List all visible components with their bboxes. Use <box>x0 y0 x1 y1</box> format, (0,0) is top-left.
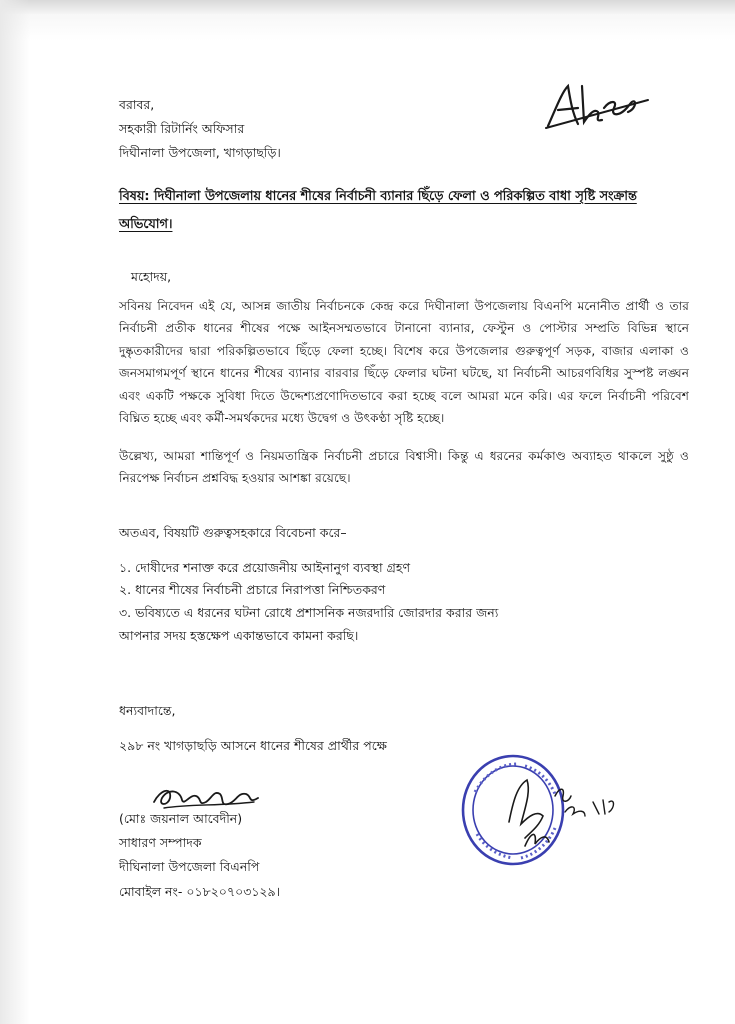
request-item-2: ২. ধানের শীষের নির্বাচনী প্রচারে নিরাপত্তা নিশ্চিতকরণ <box>119 582 386 597</box>
closing-thanks: ধন্যবাদান্তে, <box>119 703 176 718</box>
office-seal-stamp <box>455 752 635 872</box>
request-intro: অতএব, বিষয়টি গুরুত্বসহকারে বিবেচনা করে– <box>119 525 347 540</box>
request-item-1: ১. দোষীদের শনাক্ত করে প্রয়োজনীয় আইনানুগ ব্যবস্থা গ্রহণ <box>119 560 411 575</box>
signer-signature <box>150 776 262 816</box>
page-left-shadow <box>0 0 30 1024</box>
letter-subject: বিষয়: দিঘীনালা উপজেলায় ধানের শীষের নির্বাচনী ব্যানার ছিঁড়ে ফেলা ও পরিকল্পিত বাধা সৃষ্টি সংক্রান্ত অভিযোগ। <box>119 189 637 232</box>
signer-organization: দীঘিনালা উপজেলা বিএনপি <box>119 859 260 874</box>
request-closing-line: আপনার সদয় হস্তক্ষেপ একান্তভাবে কামনা করছি। <box>119 628 359 643</box>
recipient-to: বরাবর, <box>119 97 155 112</box>
signer-name: (মোঃ জয়নাল আবেদীন) <box>119 811 243 826</box>
received-initial-signature <box>538 78 658 136</box>
request-item-3: ৩. ভবিষ্যতে এ ধরনের ঘটনা রোধে প্রশাসনিক নজরদারি জোরদার করার জন্য <box>119 605 499 620</box>
recipient-office: দিঘীনালা উপজেলা, খাগড়াছড়ি। <box>119 145 281 160</box>
signer-title: সাধারণ সম্পাদক <box>119 835 202 850</box>
recipient-designation: সহকারী রিটার্নিং অফিসার <box>119 121 245 136</box>
signer-mobile: মোবাইল নং- ০১৮২০৭০৩১২৯। <box>119 884 281 899</box>
greeting: মহোদয়, <box>131 269 172 284</box>
body-paragraph-1: সবিনয় নিবেদন এই যে, আসন্ন জাতীয় নির্বাচনকে কেন্দ্র করে দিঘীনালা উপজেলায় বিএনপি মনোনীত প্রার্থী ও তার নির্বাচনী প্রতীক ধানের শীষের পক্ষে আইনসম্মতভাবে টানানো ব্যানার, ফেস্টুন ও পোস্টার সম্প্রতি বিভিন্ন স্থানে দুষ্কৃতকারীদের দ্বারা পরিকল্পিতভাবে ছিঁড়ে ফেলা হচ্ছে। বিশেষ করে উপজেলার গুরুত্বপূর্ণ সড়ক, বাজার এলাকা ও জনসমাগমপূর্ণ স্থানে ধানের শীষের ব্যানার বারবার ছিঁড়ে ফেলার ঘটনা ঘটছে, যা নির্বাচনী আচরণবিধির সুস্পষ্ট লঙ্ঘন এবং একটি পক্ষকে সুবিধা দিতে উদ্দেশ্যপ্রণোদিতভাবে করা হচ্ছে বলে আমরা মনে করি। এর ফলে নির্বাচনী পরিবেশ বিঘ্নিত হচ্ছে এবং কর্মী-সমর্থকদের মধ্যে উদ্বেগ ও উৎকণ্ঠা সৃষ্টি হচ্ছে। <box>119 299 689 426</box>
closing-on-behalf: ২৯৮ নং খাগড়াছড়ি আসনে ধানের শীষের প্রার্থীর পক্ষে <box>119 738 387 753</box>
page-top-edge <box>0 0 735 14</box>
body-paragraph-2: উল্লেখ্য, আমরা শান্তিপূর্ণ ও নিয়মতান্ত্রিক নির্বাচনী প্রচারে বিশ্বাসী। কিন্তু এ ধরনের কর্মকাণ্ড অব্যাহত থাকলে সুষ্ঠু ও নিরপেক্ষ নির্বাচন প্রশ্নবিদ্ধ হওয়ার আশঙ্কা রয়েছে। <box>119 449 689 486</box>
